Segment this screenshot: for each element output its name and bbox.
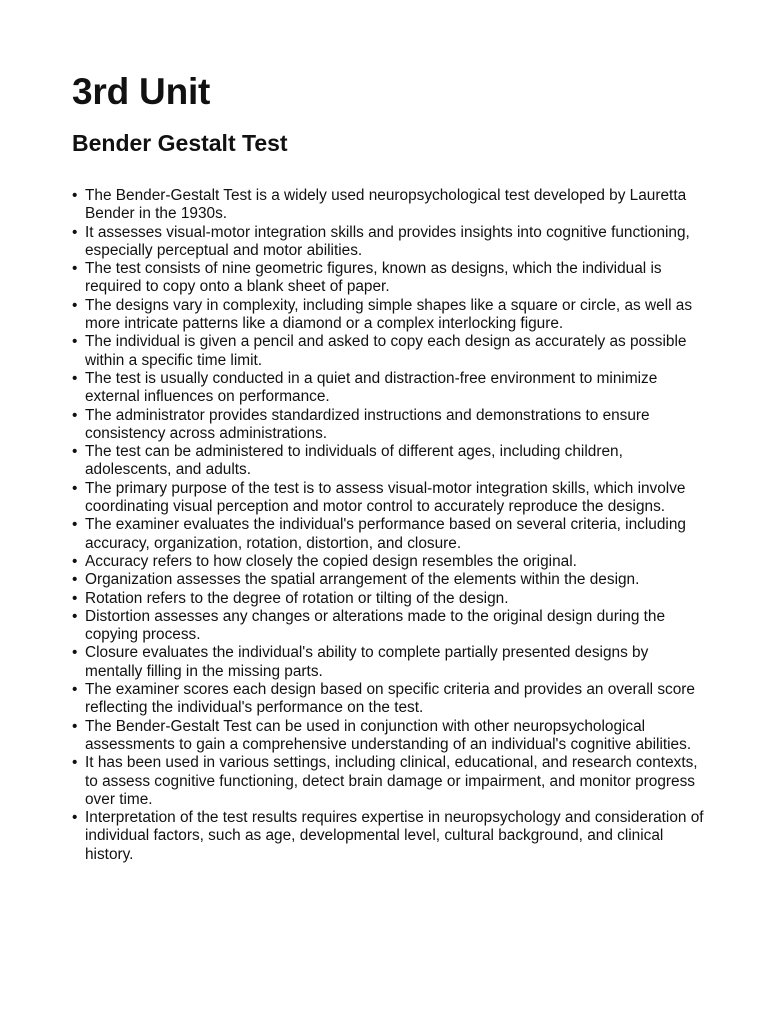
bullet-text: The test consists of nine geometric figures, known as designs, which the individual is required to copy onto a blank sheet of paper. (85, 260, 662, 296)
list-item (72, 443, 704, 480)
list-item (72, 187, 704, 224)
bullet-text: It assesses visual-motor integration skills and provides insights into cognitive functioning, especially perceptual and motor abilities. (85, 223, 690, 259)
bullet-text: The administrator provides standardized instructions and demonstrations to ensure consistency across administrations. (85, 406, 650, 442)
bullet-text: Distortion assesses any changes or alterations made to the original design during the copying process. (85, 607, 666, 644)
list-item (72, 224, 704, 261)
bullet-text: The primary purpose of the test is to assess visual-motor integration skills, which involve coordinating visual perception and motor control to accurately reproduce the designs. (85, 479, 686, 516)
bullet-text: The test can be administered to individuals of different ages, including children, adolescents, and adults. (85, 443, 623, 479)
unit-title: 3rd Unit (72, 71, 211, 112)
list-item (72, 681, 704, 718)
list-item (72, 571, 704, 589)
list-item (72, 407, 704, 444)
bullet-icon: • (72, 809, 78, 827)
list-item (72, 516, 704, 553)
list-item (72, 718, 704, 755)
bullet-text: The Bender-Gestalt Test is a widely used neuropsychological test developed by Lauretta Bender in the 1930s. (85, 187, 687, 223)
bullet-icon: • (72, 369, 78, 387)
bullet-text: It has been used in various settings, including clinical, educational, and research contexts, to assess cognitive functioning, detect brain damage or impairment, and monitor progress over time. (85, 754, 698, 808)
bullet-text: The test is usually conducted in a quiet and distraction-free environment to minimize external influences on performance. (85, 369, 658, 406)
list-item (72, 608, 704, 645)
list-item (72, 297, 704, 334)
bullet-text: Closure evaluates the individual's ability to complete partially presented designs by mentally filling in the missing parts. (85, 644, 649, 680)
list-item (72, 553, 704, 571)
bullet-icon: • (72, 479, 78, 497)
bullet-icon: • (72, 333, 78, 351)
bullet-icon: • (72, 607, 78, 625)
bullet-icon: • (72, 589, 78, 607)
bullet-icon: • (72, 187, 78, 204)
bullet-icon: • (72, 260, 78, 278)
bullet-icon: • (72, 754, 78, 772)
bullet-icon: • (72, 223, 78, 241)
bullet-icon: • (72, 516, 78, 534)
bullet-icon: • (72, 552, 78, 570)
list-item (72, 590, 704, 608)
list-item (72, 333, 704, 370)
bullet-icon: • (72, 406, 78, 424)
list-item (72, 370, 704, 407)
bullet-list (72, 187, 704, 864)
list-item (72, 480, 704, 517)
bullet-text: The individual is given a pencil and asked to copy each design as accurately as possible within a specific time limit. (85, 333, 687, 369)
bullet-icon: • (72, 443, 78, 461)
list-item (72, 754, 704, 809)
bullet-text: The designs vary in complexity, including simple shapes like a square or circle, as well as more intricate patterns like a diamond or a complex interlocking figure. (85, 296, 693, 333)
bullet-text: Organization assesses the spatial arrangement of the elements within the design. (85, 571, 640, 589)
bullet-icon: • (72, 571, 78, 589)
bullet-text: The Bender-Gestalt Test can be used in conjunction with other neuropsychological assessments to gain a comprehensive understanding of an individual's cognitive abilities. (85, 717, 692, 753)
list-item (72, 809, 704, 864)
section-title: Bender Gestalt Test (72, 130, 288, 156)
bullet-icon: • (72, 296, 78, 314)
list-item (72, 644, 704, 681)
bullet-icon: • (72, 644, 78, 662)
bullet-icon: • (72, 681, 78, 699)
bullet-icon: • (72, 717, 78, 735)
bullet-text: The examiner scores each design based on specific criteria and provides an overall score reflecting the individual's performance on the test. (85, 681, 695, 717)
bullet-text: Rotation refers to the degree of rotation or tilting of the design. (85, 589, 509, 607)
bullet-text: Interpretation of the test results requires expertise in neuropsychology and consideration of individual factors, such as age, developmental level, cultural background, and clinical history. (85, 809, 704, 863)
list-item (72, 260, 704, 297)
bullet-text: The examiner evaluates the individual's performance based on several criteria, including accuracy, organization, rotation, distortion, and closure. (85, 516, 686, 552)
bullet-text: Accuracy refers to how closely the copied design resembles the original. (85, 552, 577, 570)
